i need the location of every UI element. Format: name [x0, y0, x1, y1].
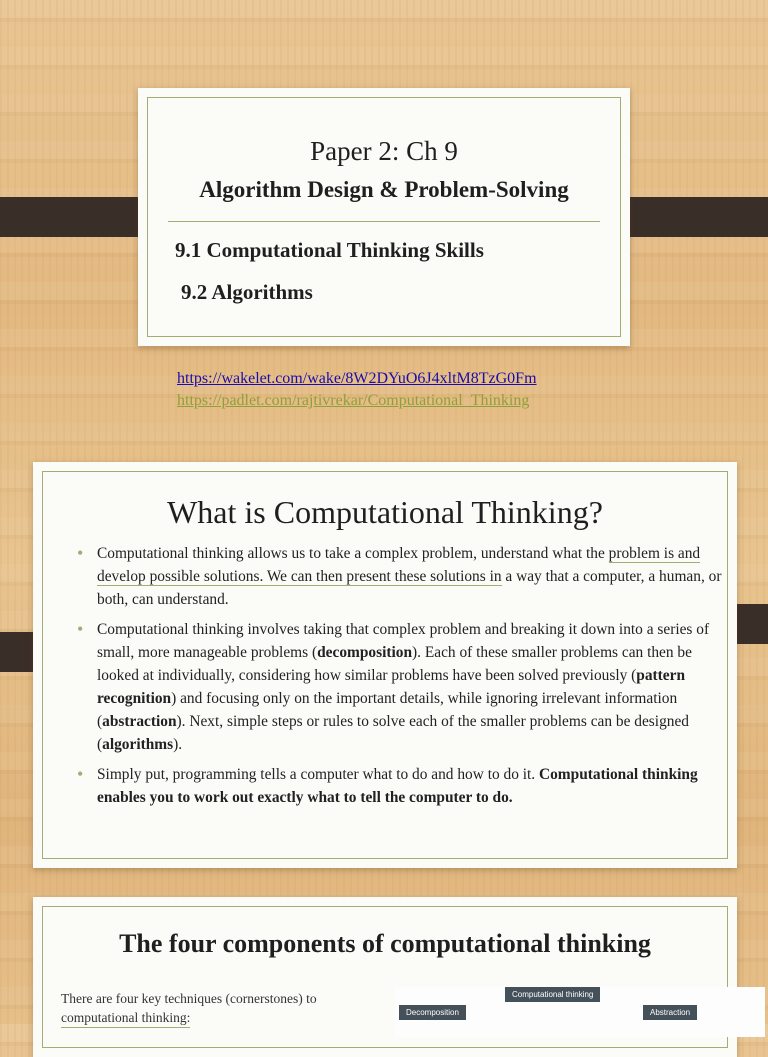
bullet-2-text-c: ) and focusing only on the important details, while ignoring irrelevant information ( — [97, 690, 678, 730]
bullet-3-text: Simply put, programming tells a computer what to do and how to do it. — [97, 766, 539, 783]
slide2-title: What is Computational Thinking? — [167, 494, 603, 530]
term-decomposition: decomposition — [317, 644, 413, 661]
four-components-slide — [33, 897, 737, 1057]
slide1-left-bar — [0, 197, 142, 237]
slide1-right-bar — [612, 197, 768, 237]
bullet-3-bold: Computational thinking enables you to work out exactly what to tell the computer to do. — [97, 766, 698, 806]
slide1-subtitle: Algorithm Design & Problem-Solving — [199, 177, 569, 202]
bullet-2-text-d: ). Next, simple steps or rules to solve each of the smaller problems can be designed ( — [97, 713, 689, 753]
bullet-2 — [77, 618, 737, 756]
slide1-item-2: 9.2 Algorithms — [181, 280, 313, 304]
bullet-1 — [77, 542, 737, 611]
term-algorithms: algorithms — [102, 736, 174, 753]
diagram-label-decomposition: Decomposition — [399, 1005, 466, 1020]
bullet-1-text-a: Computational thinking allows us to take a complex problem, understand what the — [97, 545, 609, 562]
slide3-title: The four components of computational thinking — [119, 929, 651, 958]
term-pattern-recognition: pattern recognition — [97, 667, 686, 707]
term-abstraction: abstraction — [102, 713, 177, 730]
bullet-1-highlight: problem is and develop possible solutions. We can then present these solutions in — [97, 545, 701, 585]
slide3-intro-line-2: computational thinking: — [61, 1008, 190, 1028]
slide1-title: Paper 2: Ch 9 — [310, 136, 458, 166]
slide1-divider — [168, 221, 600, 222]
slide1-item-1: 9.1 Computational Thinking Skills — [175, 238, 484, 262]
bullet-3 — [77, 763, 737, 809]
padlet-link[interactable]: https://padlet.com/rajtivrekar/Computational_Thinking — [177, 392, 530, 409]
diagram-label-abstraction: Abstraction — [643, 1005, 697, 1020]
slide3-intro-line-1: There are four key techniques (cornerstones) to — [61, 991, 317, 1006]
slide3-intro — [61, 989, 317, 1028]
computational-thinking-slide — [33, 462, 737, 868]
bullet-2-text-a: Computational thinking involves taking that complex problem and breaking it down into a series of small, more manageable problems ( — [97, 621, 710, 661]
slide2-bullet-list — [77, 542, 737, 816]
title-slide — [138, 88, 630, 346]
bullet-2-text-e: ). — [173, 736, 183, 753]
diagram-label-computational-thinking: Computational thinking — [505, 987, 600, 1002]
bullet-1-text-b: a way that a computer, a human, or both, can understand. — [97, 568, 722, 608]
wakelet-link[interactable]: https://wakelet.com/wake/8W2DYuO6J4xltM8TzG0Fm — [177, 370, 537, 387]
bullet-2-text-b: ). Each of these smaller problems can then be looked at individually, considering how similar problems have been solved previously ( — [97, 644, 692, 684]
cornerstones-diagram — [395, 987, 765, 1037]
